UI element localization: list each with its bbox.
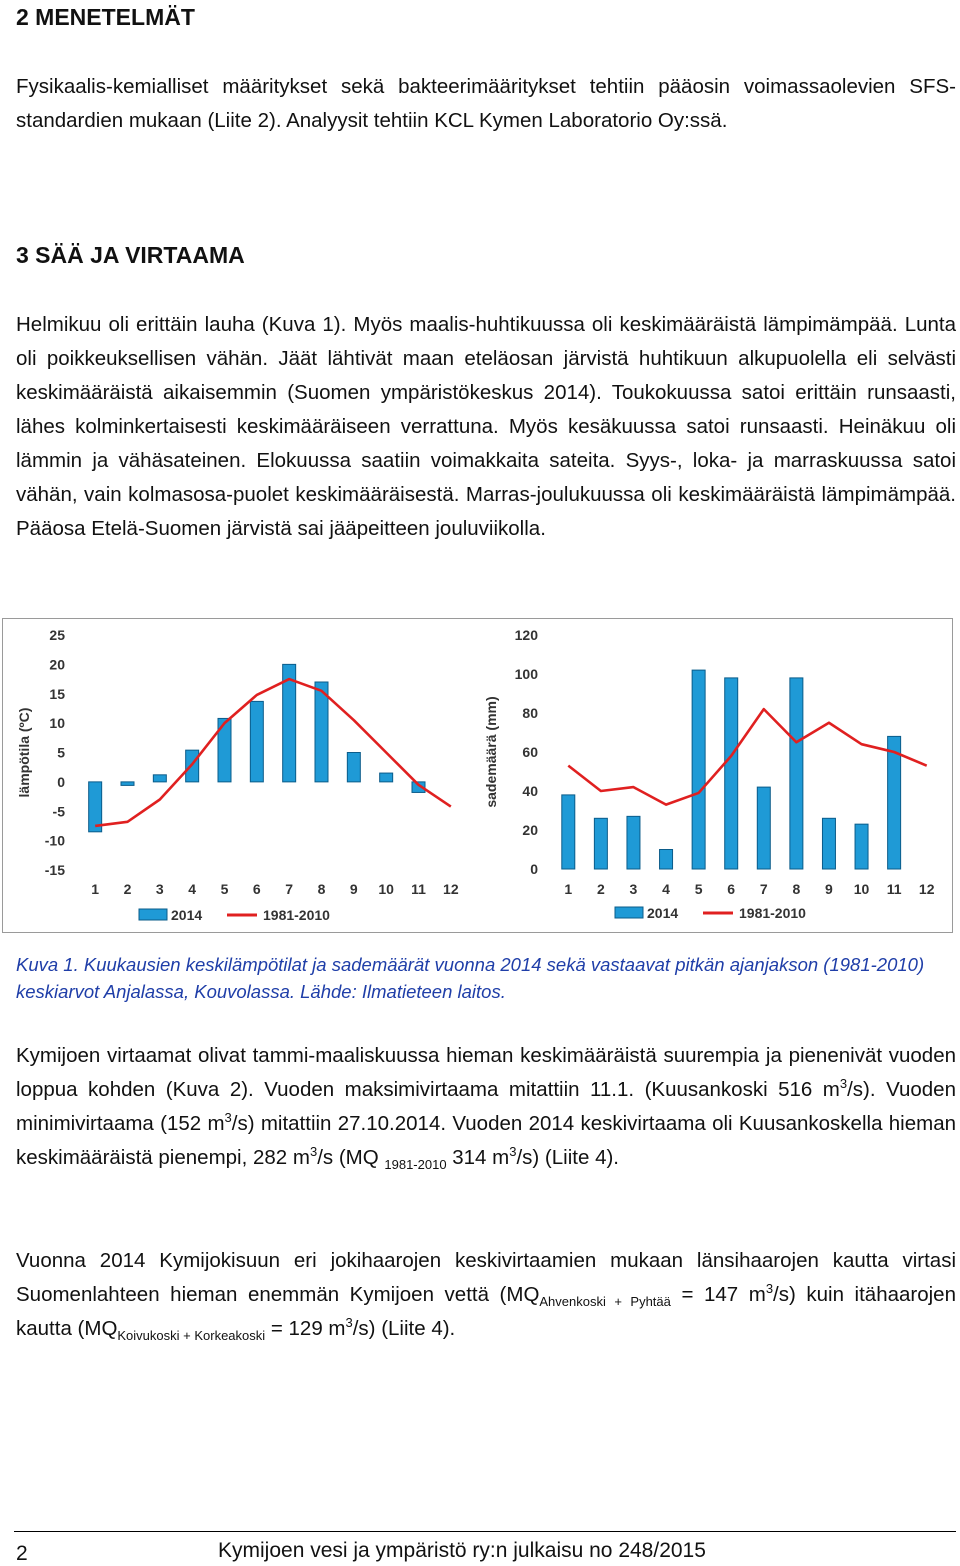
footer-title: Kymijoen vesi ja ympäristö ry:n julkaisu no 248/2015 (218, 1539, 706, 1562)
y-tick-label: 0 (530, 861, 538, 877)
bar-2014 (855, 824, 868, 869)
legend-label-2014: 2014 (171, 907, 203, 923)
x-tick-label: 2 (596, 881, 605, 897)
y-tick-label: 60 (522, 744, 538, 760)
x-tick-label: 11 (886, 881, 902, 897)
y-tick-label: 40 (522, 783, 538, 799)
line-1981-2010 (95, 679, 451, 826)
bar-2014 (790, 678, 803, 869)
bar-2014 (562, 795, 575, 869)
y-tick-label: 20 (49, 656, 65, 673)
y-tick-label: 0 (57, 773, 65, 790)
bar-2014 (660, 850, 673, 870)
y-tick-label: 5 (57, 744, 65, 761)
bar-2014 (315, 682, 328, 782)
y-tick-label: 20 (522, 822, 538, 838)
page-number: 2 (16, 1542, 28, 1565)
x-tick-label: 4 (662, 881, 670, 897)
x-tick-label: 2 (123, 881, 132, 897)
x-tick-label: 10 (378, 881, 394, 897)
y-axis-label: sademäärä (mm) (483, 696, 499, 808)
x-tick-label: 6 (727, 881, 736, 897)
y-tick-label: 100 (514, 666, 538, 682)
bar-2014 (380, 773, 393, 782)
x-tick-label: 10 (853, 881, 870, 897)
bar-2014 (822, 818, 835, 869)
flow-paragraph-1: Kymijoen virtaamat olivat tammi-maaliskuussa hieman keskimääräistä suurempia ja pienenivät vuoden loppua kohden (Kuva 2). Vuoden maksimivirtaama mitattiin 11.1. (Kuusankoski 516 $m^3/s$). Vuoden minimivirtaama (152 $m^3/s$) mitattiin 27.10.2014. Vuoden 2014 keskivirtaama oli Kuusankoskella hieman keskimääräistä pienempi, 282 $m^3/s$ (MQ $_{1981-2010}$ 314 $m^3/s$) (Liite 4). (16, 1044, 956, 1173)
weather-paragraph: Helmikuu oli erittäin lauha (Kuva 1). Myös maalis-huhtikuussa oli keskimääräistä lämpimämpää. Lunta oli poikkeuksellisen vähän. Jäät lähtivät maan eteläosan järvistä huhtikuun alkupuolella eli selvästi keskimääräistä aikaisemmin (Suomen ympäristökeskus 2014). Toukokuussa satoi erittäin runsaasti, lähes kolminkertaisesti keskimääräiseen verrattuna. Myös kesäkuussa satoi runsaasti. Heinäkuu oli lämmin ja vähäsateinen. Elokuussa saatiin voimakkaita sateita. Syys-, loka- ja marraskuussa satoi vähän, vain kolmasosa-puolet keskimääräisestä. Marras-joulukuussa oli keskimääräistä lämpimämpää. Pääosa Etelä-Suomen järvistä sai jääpeitteen jouluviikolla. (16, 313, 956, 540)
y-tick-label: 25 (49, 627, 65, 643)
bar-2014 (888, 736, 901, 869)
y-tick-label: 80 (522, 705, 538, 721)
bar-2014 (121, 782, 134, 786)
x-tick-label: 6 (252, 881, 261, 897)
x-tick-label: 12 (443, 881, 459, 897)
x-tick-label: 3 (155, 881, 164, 897)
x-tick-label: 5 (694, 881, 703, 897)
x-tick-label: 12 (918, 881, 935, 897)
figure-caption: Kuva 1. Kuukausien keskilämpötilat ja sademäärät vuonna 2014 sekä vastaavat pitkän ajanjakson (1981-2010) keskiarvot Anjalassa, Kouvolassa. Lähde: Ilmatieteen laitos. (16, 954, 925, 1002)
y-tick-label: 15 (49, 685, 65, 702)
bar-2014 (594, 818, 607, 869)
x-tick-label: 3 (629, 881, 638, 897)
legend-swatch-2014 (615, 907, 643, 918)
x-tick-label: 9 (349, 881, 358, 897)
y-tick-label: 10 (49, 715, 65, 732)
section-2-paragraph: Fysikaalis-kemialliset määritykset sekä bakteerimääritykset tehtiin pääosin voimassaolevien SFS-standardien mukaan (Liite 2). Analyysit tehtiin KCL Kymen Laboratorio Oy:ssä. (16, 75, 956, 132)
bar-2014 (692, 670, 705, 869)
legend-label-1981-2010: 1981-2010 (263, 907, 330, 923)
y-tick-label: -5 (52, 803, 65, 820)
flow-paragraph-2: Vuonna 2014 Kymijokisuun eri jokihaarojen keskivirtaamien mukaan länsihaarojen kautta virtasi Suomenlahteen hieman enemmän Kymijoen vettä ($MQ_{Ahvenkoski + Pyhtää} = 147$ $m^3/s$) kuin itähaarojen kautta ($MQ_{Koivukoski + Korkeakoski} = 129$ $m^3/s$) (Liite 4). (16, 1249, 956, 1344)
temperature-chart (3, 619, 478, 932)
y-tick-label: -10 (44, 832, 65, 849)
x-tick-label: 4 (188, 881, 197, 897)
legend-label-1981-2010: 1981-2010 (739, 905, 806, 921)
x-tick-label: 7 (759, 881, 768, 897)
line-1981-2010 (568, 709, 926, 805)
x-tick-label: 1 (91, 881, 100, 897)
bar-2014 (250, 701, 263, 781)
bar-2014 (153, 775, 166, 782)
section-2-heading: 2 MENETELMÄT (16, 4, 195, 30)
footer-rule (14, 1531, 956, 1532)
bar-2014 (627, 816, 640, 869)
x-tick-label: 8 (317, 881, 326, 897)
figure-1 (2, 618, 953, 933)
bar-2014 (725, 678, 738, 869)
x-tick-label: 9 (825, 881, 833, 897)
x-tick-label: 8 (792, 881, 801, 897)
x-tick-label: 11 (411, 881, 426, 897)
bar-2014 (757, 787, 770, 869)
y-tick-label: -15 (44, 862, 65, 878)
x-tick-label: 5 (220, 881, 229, 897)
legend-swatch-2014 (139, 909, 167, 920)
precipitation-chart (478, 619, 952, 932)
legend-label-2014: 2014 (647, 905, 679, 921)
y-axis-label: lämpötila (ºC) (16, 707, 32, 798)
x-tick-label: 1 (564, 881, 573, 897)
x-tick-label: 7 (285, 881, 294, 897)
y-tick-label: 120 (514, 627, 538, 643)
bar-2014 (347, 753, 360, 782)
section-3-heading: 3 SÄÄ JA VIRTAAMA (16, 242, 245, 268)
